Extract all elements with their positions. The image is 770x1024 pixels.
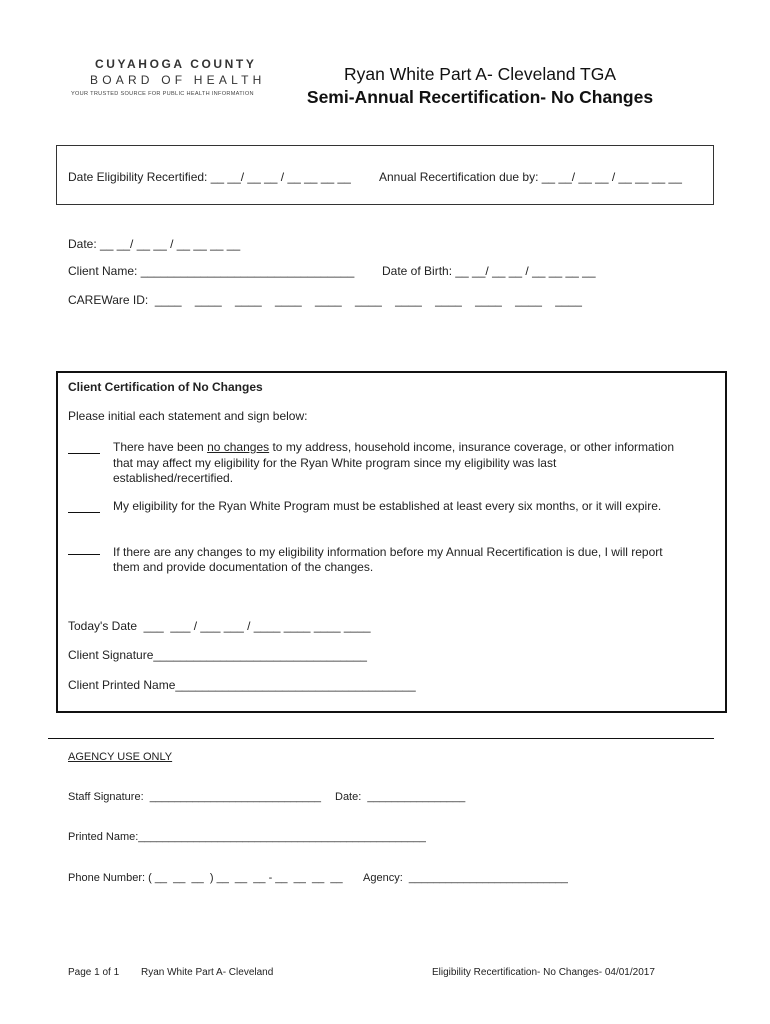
logo-line-2: BOARD OF HEALTH — [90, 73, 266, 87]
statement-3-line-1: If there are any changes to my eligibility information before my Annual Recertification is due, I will report — [113, 545, 663, 559]
footer-document-id: Eligibility Recertification- No Changes- 04/01/2017 — [432, 967, 655, 978]
agency-field[interactable]: Agency: __________________________ — [363, 872, 568, 884]
date-field[interactable]: Date: __ __/ __ __ / __ __ __ __ — [68, 237, 241, 251]
statement-2: My eligibility for the Ryan White Program must be established at least every six months, or it will expire. — [113, 499, 662, 513]
certification-instruction: Please initial each statement and sign below: — [68, 409, 308, 423]
initial-line-1[interactable] — [68, 452, 100, 454]
client-signature-field[interactable]: Client Signature________________________________ — [68, 648, 367, 662]
footer-page-number: Page 1 of 1 — [68, 967, 120, 978]
logo-line-1: CUYAHOGA COUNTY — [95, 57, 257, 71]
statement-1-underlined: no changes — [207, 440, 270, 454]
annual-recertification-due-field[interactable]: Annual Recertification due by: __ __/ __ __ / __ __ __ __ — [379, 170, 682, 184]
staff-signature-field[interactable]: Staff Signature: ____________________________ — [68, 791, 322, 803]
careware-id-field[interactable]: CAREWare ID: ____ ____ ____ ____ ____ ____ ____ ____ ____ ____ ____ — [68, 293, 582, 307]
initial-line-2[interactable] — [68, 511, 100, 513]
client-printed-name-field[interactable]: Client Printed Name____________________________________ — [68, 678, 416, 692]
client-name-field[interactable]: Client Name: ________________________________ — [68, 264, 355, 278]
statement-1-text-b: to my address, household income, insurance coverage, or other information — [269, 440, 675, 454]
statement-1-text-a: There have been — [113, 440, 208, 454]
document-subtitle: Semi-Annual Recertification- No Changes — [306, 87, 654, 107]
statement-1-line-3: established/recertified. — [113, 471, 234, 485]
agency-divider — [48, 738, 714, 739]
staff-date-field[interactable]: Date: ________________ — [335, 791, 466, 803]
certification-heading: Client Certification of No Changes — [68, 380, 263, 394]
footer-program: Ryan White Part A- Cleveland — [141, 967, 274, 978]
date-eligibility-recertified-field[interactable]: Date Eligibility Recertified: __ __/ __ __ / __ __ __ __ — [68, 170, 351, 184]
agency-use-heading: AGENCY USE ONLY — [68, 751, 173, 763]
date-of-birth-field[interactable]: Date of Birth: __ __/ __ __ / __ __ __ __ — [382, 264, 596, 278]
document-title: Ryan White Part A- Cleveland TGA — [343, 64, 616, 84]
phone-number-field[interactable]: Phone Number: ( __ __ __ ) __ __ __ - __ __ __ __ — [68, 872, 343, 884]
todays-date-field[interactable]: Today's Date ___ ___ / ___ ___ / ____ ____ ____ ____ — [68, 619, 371, 633]
initial-line-3[interactable] — [68, 553, 100, 555]
logo-tagline: YOUR TRUSTED SOURCE FOR PUBLIC HEALTH INFORMATION — [71, 91, 254, 97]
statement-3-line-2: them and provide documentation of the changes. — [113, 560, 374, 574]
statement-1-line-2: that may affect my eligibility for the Ryan White program since my eligibility was last — [113, 456, 557, 470]
statement-1 — [113, 440, 674, 454]
staff-printed-name-field[interactable]: Printed Name:_______________________________________________ — [68, 831, 426, 843]
